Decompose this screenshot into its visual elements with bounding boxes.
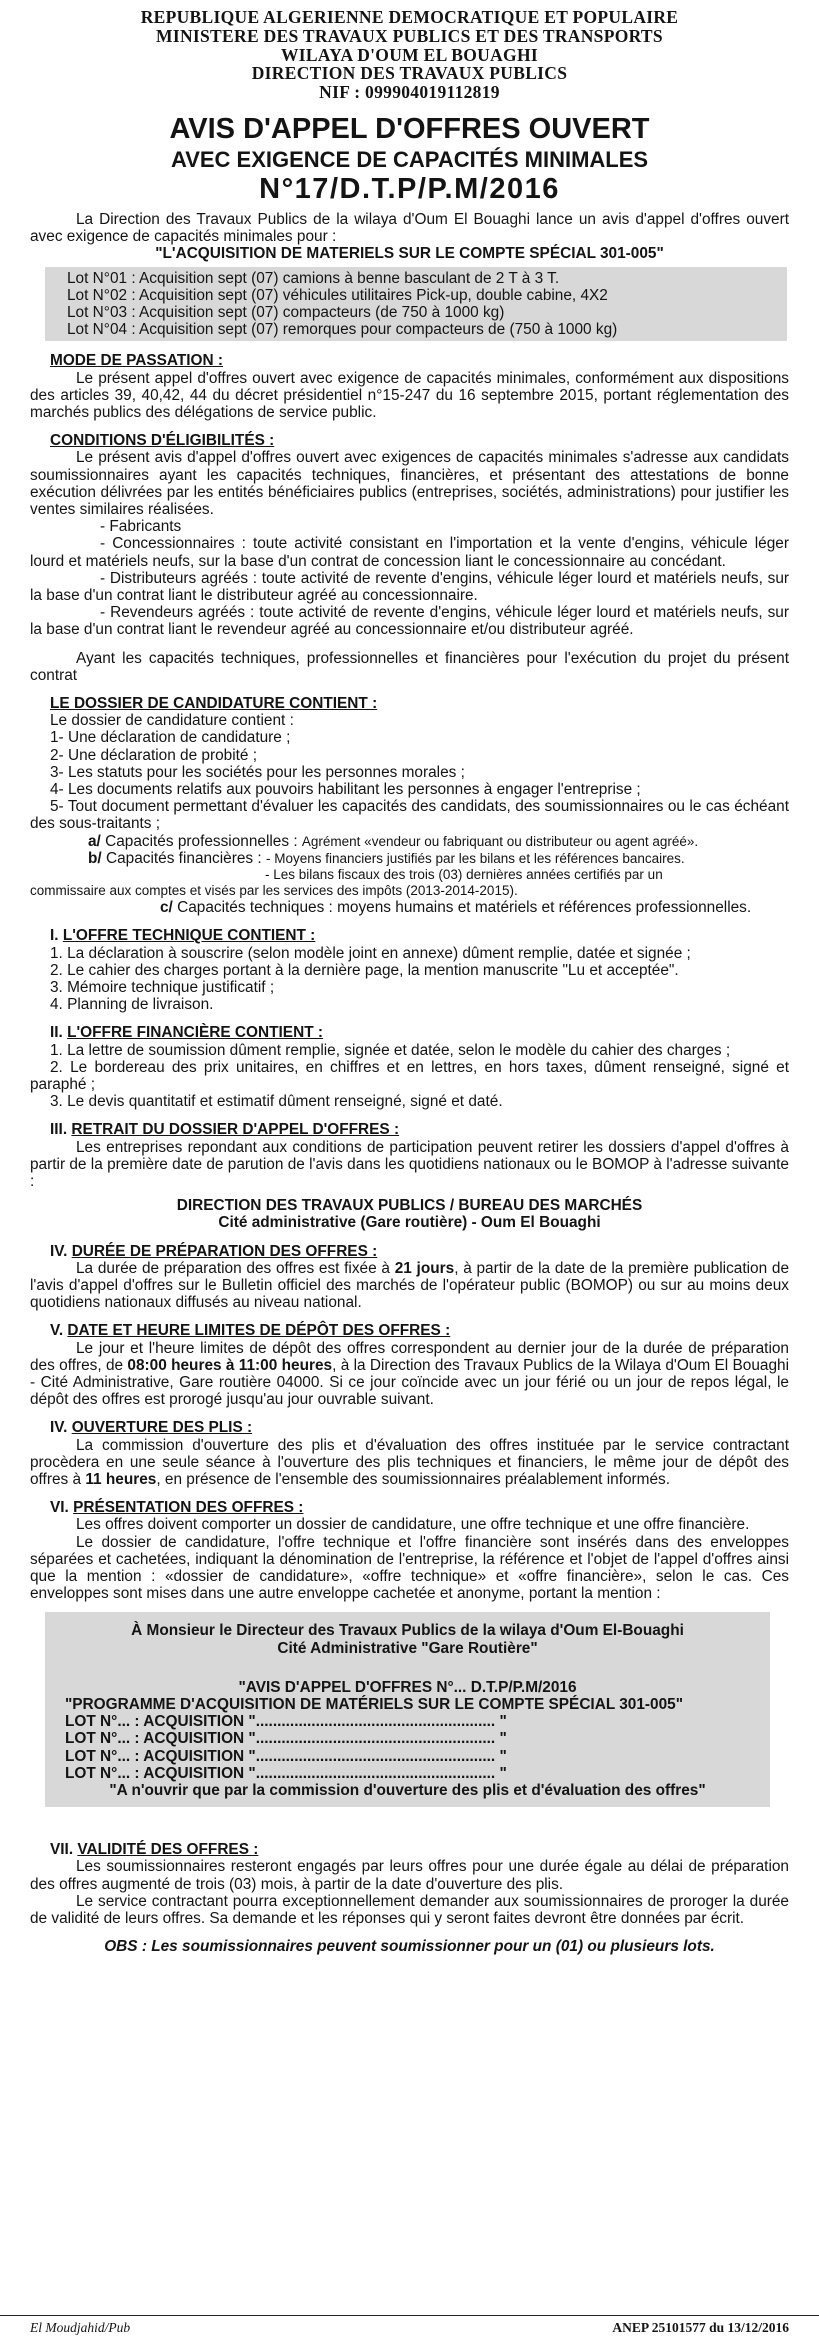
capacity-a-label: a/	[88, 832, 101, 850]
dossier-line: 3- Les statuts pour les sociétés pour les personnes morales ;	[50, 763, 465, 781]
depot-text-part: Le jour et l'heure limites de dépôt des offres correspondent au dernier jour de la durée de préparation des offres, de	[30, 1339, 789, 1374]
duree-text-part: La durée de préparation des offres est fixée à	[76, 1259, 395, 1277]
envelope-mention: "A n'ouvrir que par la commission d'ouverture des plis et d'évaluation des offres"	[109, 1782, 706, 1800]
capacity-a-text: Capacités professionnelles :	[105, 832, 298, 850]
footer-publication: El Moudjahid/Pub	[30, 2320, 131, 2335]
capacity-a-detail: Agrément «vendeur ou fabriquant ou distributeur ou agent agréé».	[301, 833, 699, 849]
tech-title-prefix: I.	[50, 927, 59, 945]
ouverture-title-prefix: IV.	[50, 1419, 68, 1437]
intro-text: La Direction des Travaux Publics de la wilaya d'Oum El Bouaghi lance un avis d'appel d'offres ouvert avec exigence de capacités minimales pour :	[30, 210, 789, 246]
eligibility-title: CONDITIONS D'ÉLIGIBILITÉS :	[50, 432, 275, 450]
title-line-1: AVIS D'APPEL D'OFFRES OUVERT	[169, 112, 650, 145]
depot-title-prefix: V.	[50, 1322, 64, 1340]
retrait-address-1: DIRECTION DES TRAVAUX PUBLICS / BUREAU DES MARCHÉS	[176, 1197, 643, 1215]
retrait-title-prefix: III.	[50, 1121, 68, 1139]
title-line-2: AVEC EXIGENCE DE CAPACITÉS MINIMALES	[170, 146, 649, 172]
duree-title	[50, 1243, 789, 1260]
envelope-address: Cité Administrative "Gare Routière"	[277, 1639, 538, 1657]
validite-text-1: Les soumissionnaires resteront engagés par leurs offres pour une durée égale au délai de préparation des offres augmenté de trois (03) mois, à partir de la date d'ouverture des plis.	[30, 1858, 789, 1893]
depot-title-text: DATE ET HEURE LIMITES DE DÉPÔT DES OFFRES :	[67, 1322, 451, 1340]
header-ministry: MINISTERE DES TRAVAUX PUBLICS ET DES TRANSPORTS	[156, 25, 663, 46]
presentation-title-text: PRÉSENTATION DES OFFRES :	[73, 1499, 304, 1517]
ouverture-text-part: La commission d'ouverture des plis et d'évaluation des offres instituée par le service contractant procèdera en une seule séance à l'ouverture des plis techniques et financiers, le même jour de dépôt des offres à	[30, 1436, 789, 1488]
lots-box	[45, 267, 787, 342]
dossier-line: 5- Tout document permettant d'évaluer les capacités des candidats, des soumissionnaires ou le cas échéant des sous-traitants ;	[30, 798, 789, 833]
retrait-text: Les entreprises repondant aux conditions de participation peuvent retirer les dossiers d'appel d'offres à partir de la première date de parution de l'avis dans les quotidiens nationaux ou le BOMOP à l'adresse suivante :	[30, 1138, 789, 1190]
tech-line: 1. La déclaration à souscrire (selon modèle joint en annexe) dûment remplie, datée et signée ;	[50, 944, 691, 962]
fin-line: 3. Le devis quantitatif et estimatif dûment renseigné, signé et daté.	[50, 1093, 503, 1111]
obs-note: OBS : Les soumissionnaires peuvent soumissionner pour un (01) ou plusieurs lots.	[104, 1938, 715, 1956]
capacity-b-detail: - Moyens financiers justifiés par les bilans et les références bancaires.	[265, 850, 685, 866]
envelope-lot: LOT N°... : ACQUISITION "........................................................ "	[65, 1747, 507, 1765]
capacity-b-text: Capacités financières :	[105, 849, 262, 867]
lot-item: Lot N°03 : Acquisition sept (07) compacteurs (de 750 à 1000 kg)	[67, 304, 505, 321]
capacity-b-detail-3: commissaire aux comptes et visés par les services des impôts (2013-2014-2015).	[30, 883, 518, 899]
dossier-line: 4- Les documents relatifs aux pouvoirs habilitant les personnes à engager l'entreprise ;	[50, 781, 641, 799]
depot-text	[30, 1340, 789, 1409]
presentation-text-2: Le dossier de candidature, l'offre technique et l'offre financière sont insérés dans des enveloppes séparées et cachetées, indiquant la dénomination de l'entreprise, la référence et l'objet de l'appel d'offres ainsi que la mention : «dossier de candidature», «offre technique» et «offre financière», selon le cas. Ces enveloppes sont mises dans une autre enveloppe cachetée et anonyme, portant la mention :	[30, 1533, 789, 1603]
duree-title-text: DURÉE DE PRÉPARATION DES OFFRES :	[71, 1242, 378, 1260]
eligibility-item: - Concessionnaires : toute activité consistant en l'importation et la vente d'engins, véhicule léger lourd et matériels neufs, sur la base d'un contrat de concession liant le concessionnaire au concédant.	[30, 535, 789, 570]
presentation-text-1: Les offres doivent comporter un dossier de candidature, une offre technique et une offre financière.	[76, 1516, 750, 1534]
capacity-b-detail-2: - Les bilans fiscaux des trois (03) dernières années certifiés par un	[265, 867, 663, 883]
page-footer	[0, 2315, 819, 2335]
retrait-title	[50, 1121, 789, 1138]
dossier-line: 2- Une déclaration de probité ;	[50, 746, 258, 764]
tech-line: 2. Le cahier des charges portant à la dernière page, la mention manuscrite "Lu et acceptée".	[50, 961, 679, 979]
official-header	[30, 8, 789, 102]
envelope-programme: "PROGRAMME D'ACQUISITION DE MATÉRIELS SUR LE COMPTE SPÉCIAL 301-005"	[65, 1696, 683, 1714]
validite-title-prefix: VII.	[50, 1841, 74, 1859]
notice-title	[30, 112, 789, 205]
retrait-title-text: RETRAIT DU DOSSIER D'APPEL D'OFFRES :	[71, 1121, 400, 1139]
ouverture-title	[50, 1419, 789, 1436]
eligibility-item: - Revendeurs agréés : toute activité de revente d'engins, véhicule léger lourd et matériels neufs, sur la base d'un contrat liant le revendeur agréé au concessionnaire et/ou distributeur agréé.	[30, 604, 789, 639]
ouverture-text	[30, 1437, 789, 1489]
header-republic: REPUBLIQUE ALGERIENNE DEMOCRATIQUE ET POPULAIRE	[140, 7, 679, 27]
header-wilaya: WILAYA D'OUM EL BOUAGHI	[281, 44, 538, 65]
ouverture-text-part: , en présence de l'ensemble des soumissionnaires préalablement informés.	[156, 1470, 671, 1488]
fin-title-text: L'OFFRE FINANCIÈRE CONTIENT :	[67, 1024, 323, 1042]
dossier-line: Le dossier de candidature contient :	[50, 712, 294, 730]
dossier-capacity-a	[30, 833, 789, 850]
envelope-lot: LOT N°... : ACQUISITION "........................................................ "	[65, 1764, 507, 1782]
ouverture-title-text: OUVERTURE DES PLIS :	[71, 1419, 253, 1437]
depot-text-part: , à la Direction des Travaux Publics de la Wilaya d'Oum El Bouaghi - Cité Administrative, Gare routière 04000. Si ce jour coïncide avec un jour férié ou un jour de repos légal, le dépôt des offres est prorogé jusqu'au jour ouvrable suivant.	[30, 1356, 789, 1409]
envelope-lot: LOT N°... : ACQUISITION "........................................................ "	[65, 1713, 507, 1731]
envelope-reference: "AVIS D'APPEL D'OFFRES N°... D.T.P/P.M/2016	[238, 1678, 577, 1696]
lot-item: Lot N°04 : Acquisition sept (07) remorques pour compacteurs de (750 à 1000 kg)	[67, 321, 618, 339]
depot-hours: 08:00 heures à 11:00 heures	[127, 1356, 333, 1374]
fin-title	[50, 1024, 789, 1041]
tech-title	[50, 927, 789, 944]
duree-title-prefix: IV.	[50, 1242, 68, 1260]
eligibility-item: - Distributeurs agréés : toute activité de revente d'engins, véhicule léger lourd et matériels neufs, sur la base d'un contrat liant le distributeur agréé au concessionnaire.	[30, 569, 789, 605]
presentation-title	[50, 1499, 789, 1516]
dossier-title: LE DOSSIER DE CANDIDATURE CONTIENT :	[50, 695, 378, 713]
capacity-b-label: b/	[88, 849, 102, 867]
mode-text: Le présent appel d'offres ouvert avec exigence de capacités minimales, conformément aux dispositions des articles 39, 40,42, 44 du décret présidentiel n°15-247 du 16 septembre 2015, portant réglementation des marchés publics des délégations de service public.	[30, 369, 789, 422]
ouverture-hour: 11 heures	[85, 1470, 157, 1488]
fin-title-prefix: II.	[50, 1024, 63, 1042]
dossier-capacity-c	[30, 899, 789, 916]
dossier-line: 1- Une déclaration de candidature ;	[50, 729, 291, 747]
eligibility-text: Le présent avis d'appel d'offres ouvert avec exigences de capacités minimales s'adresse aux candidats soumissionnaires ayant les capacités techniques, financières, et présentant des attestations de bonne exécution délivrées par les entités bénéficiaires publics (entreprises, sociétés, administrations) pour justifier les ventes similaires réalisées.	[30, 449, 789, 519]
presentation-title-prefix: VI.	[50, 1499, 69, 1517]
envelope-box	[45, 1612, 770, 1807]
envelope-lot: LOT N°... : ACQUISITION "........................................................ "	[65, 1730, 507, 1748]
tech-line: 4. Planning de livraison.	[50, 996, 214, 1014]
duree-text	[30, 1260, 789, 1312]
header-nif: NIF : 099904019112819	[319, 82, 500, 103]
validite-title	[50, 1841, 789, 1858]
lot-item: Lot N°02 : Acquisition sept (07) véhicules utilitaires Pick-up, double cabine, 4X2	[67, 286, 608, 304]
validite-text-2: Le service contractant pourra exceptionnellement demander aux soumissionnaires de proroger la durée de validité de leurs offres. Sa demande et les réponses qui y seront faites devront être données par écrit.	[30, 1892, 789, 1928]
footer-anep-reference: ANEP 25101577 du 13/12/2016	[612, 2320, 789, 2335]
fin-line: 1. La lettre de soumission dûment remplie, signée et datée, selon le modèle du cahier des charges ;	[50, 1041, 731, 1059]
validite-title-text: VALIDITÉ DES OFFRES :	[77, 1841, 259, 1859]
depot-title	[50, 1322, 789, 1339]
tech-title-text: L'OFFRE TECHNIQUE CONTIENT :	[62, 927, 316, 945]
retrait-address-2: Cité administrative (Gare routière) - Oum El Bouaghi	[218, 1214, 601, 1232]
title-reference: N°17/D.T.P/P.M/2016	[259, 172, 560, 205]
intro-object: "L'ACQUISITION DE MATERIELS SUR LE COMPTE SPÉCIAL 301-005"	[155, 245, 664, 263]
envelope-addressee: À Monsieur le Directeur des Travaux Publics de la wilaya d'Oum El-Bouaghi	[131, 1622, 684, 1640]
duree-days: 21 jours	[394, 1259, 455, 1277]
eligibility-item: - Fabricants	[100, 518, 182, 536]
lot-item: Lot N°01 : Acquisition sept (07) camions à benne basculant de 2 T à 3 T.	[67, 269, 560, 287]
tech-line: 3. Mémoire technique justificatif ;	[50, 978, 275, 996]
dossier-capacity-b	[30, 850, 789, 867]
eligibility-capacities: Ayant les capacités techniques, professionnelles et financières pour l'exécution du projet du présent contrat	[30, 649, 789, 684]
mode-title: MODE DE PASSATION :	[50, 352, 224, 370]
capacity-c-text: Capacités techniques : moyens humains et matériels et références professionnelles.	[177, 899, 752, 917]
header-direction: DIRECTION DES TRAVAUX PUBLICS	[251, 63, 568, 84]
fin-line: 2. Le bordereau des prix unitaires, en chiffres et en lettres, en hors taxes, dûment renseigné, signé et paraphé ;	[30, 1058, 789, 1093]
duree-text-part: , à partir de la date de la première publication de l'avis d'appel d'offres sur le Bulletin officiel des marchés de l'opérateur public (BOMOP) ou sur au moins deux quotidiens nationaux diffusés au niveau national.	[30, 1259, 790, 1312]
capacity-c-label: c/	[160, 899, 173, 917]
